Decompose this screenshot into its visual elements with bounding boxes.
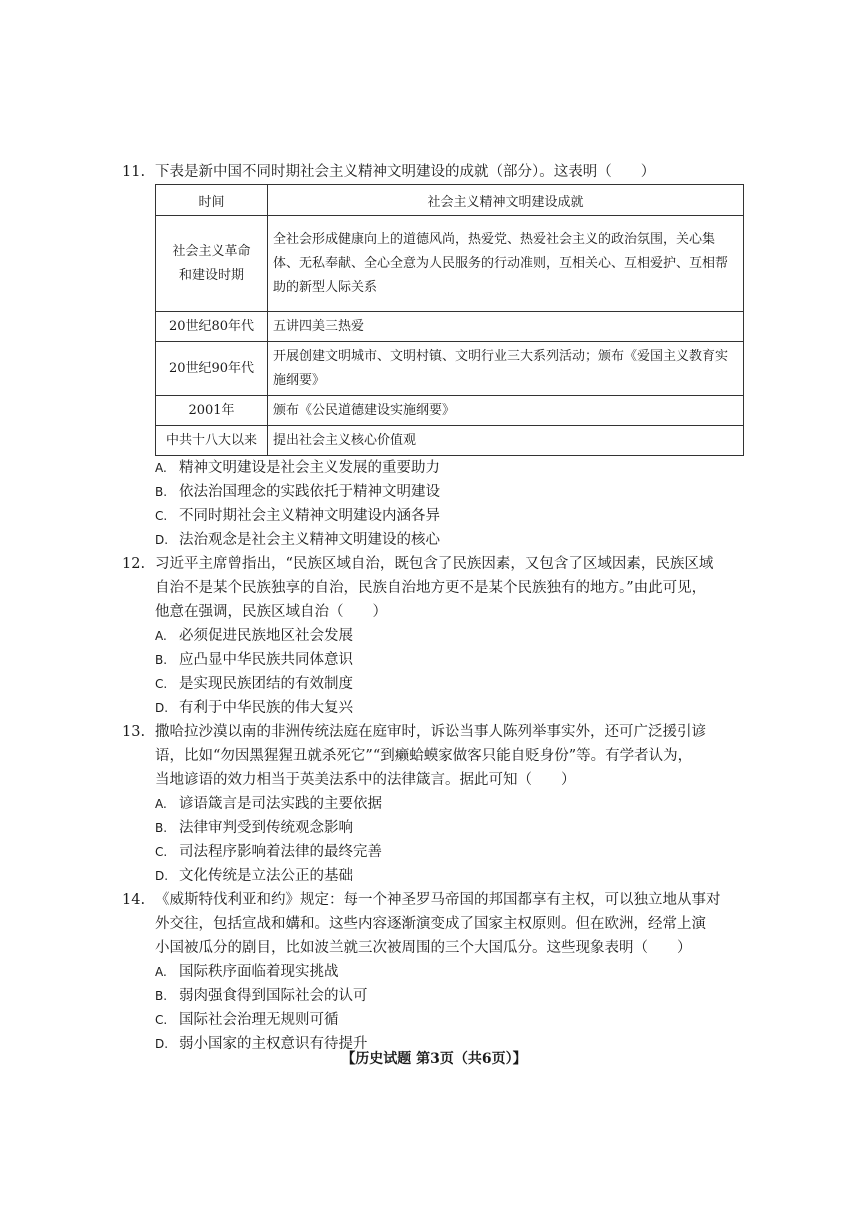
question-stem-line: 他意在强调，民族区域自治（ ） — [155, 604, 387, 620]
table-cell-period — [156, 216, 268, 312]
option-text: 法治观念是社会主义精神文明建设的核心 — [179, 532, 440, 548]
table-cell-period: 2001年 — [156, 396, 268, 426]
option-d[interactable] — [122, 696, 782, 720]
question-13 — [122, 720, 782, 888]
option-d[interactable] — [122, 864, 782, 888]
option-text: 弱小国家的主权意识有待提升 — [179, 1036, 368, 1052]
question-number: 13. — [122, 724, 146, 740]
question-stem-line: 《威斯特伐利亚和约》规定：每一个神圣罗马帝国的邦国都享有主权，可以独立地从事对 — [155, 892, 721, 908]
question-11 — [122, 160, 782, 184]
option-text: 弱肉强食得到国际社会的认可 — [179, 988, 368, 1004]
question-stem-line: 语，比如“勿因黑猩猩丑就杀死它”“到癞蛤蟆家做客只能自贬身份”等。有学者认为， — [155, 748, 693, 764]
option-letter: A. — [155, 797, 167, 811]
option-b[interactable] — [122, 648, 782, 672]
question-12 — [122, 552, 782, 720]
table-header-row — [156, 185, 744, 216]
option-text: 依法治国理念的实践依托于精神文明建设 — [179, 484, 440, 500]
table-header: 社会主义精神文明建设成就 — [268, 185, 744, 216]
question-stem-line: 外交往，包括宣战和媾和。这些内容逐渐演变成了国家主权原则。但在欧洲，经常上演 — [155, 916, 706, 932]
table-cell-period: 中共十八大以来 — [156, 426, 268, 456]
table-row — [156, 342, 744, 396]
option-c[interactable] — [122, 840, 782, 864]
option-letter: A. — [155, 629, 167, 643]
table-cell-content: 五讲四美三热爱 — [268, 312, 744, 342]
option-letter: C. — [155, 1013, 168, 1027]
question-14 — [122, 888, 782, 1056]
option-text: 文化传统是立法公正的基础 — [179, 868, 353, 884]
page-footer: 【历史试题 第3页（共6页）】 — [341, 1051, 527, 1067]
option-letter: D. — [155, 533, 169, 547]
question-11-options — [122, 456, 782, 552]
option-letter: A. — [155, 461, 167, 475]
option-a[interactable] — [122, 960, 782, 984]
table-row — [156, 426, 744, 456]
option-a[interactable] — [122, 624, 782, 648]
table-cell-content: 全社会形成健康向上的道德风尚，热爱党、热爱社会主义的政治氛围，关心集体、无私奉献、全心全意为人民服务的行动准则，互相关心、互相爱护、互相帮助的新型人际关系 — [268, 216, 744, 312]
table-cell-content: 颁布《公民道德建设实施纲要》 — [268, 396, 744, 426]
option-b[interactable] — [122, 480, 782, 504]
table-cell-period: 20世纪80年代 — [156, 312, 268, 342]
option-letter: A. — [155, 965, 167, 979]
period-text: 社会主义革命和建设时期 — [172, 243, 251, 283]
option-text: 是实现民族团结的有效制度 — [179, 676, 353, 692]
table-row — [156, 216, 744, 312]
question-stem-line: 习近平主席曾指出，“民族区域自治，既包含了民族因素，又包含了区域因素，民族区域 — [155, 556, 714, 572]
question-stem: 下表是新中国不同时期社会主义精神文明建设的成就（部分）。这表明（ ） — [155, 164, 656, 180]
option-c[interactable] — [122, 504, 782, 528]
question-stem-line: 当地谚语的效力相当于英美法系中的法律箴言。据此可知（ ） — [155, 772, 576, 788]
option-d[interactable] — [122, 528, 782, 552]
option-text: 有利于中华民族的伟大复兴 — [179, 700, 353, 716]
option-letter: C. — [155, 677, 168, 691]
option-text: 应凸显中华民族共同体意识 — [179, 652, 353, 668]
question-stem-line: 撒哈拉沙漠以南的非洲传统法庭在庭审时，诉讼当事人陈列举事实外，还可广泛援引谚 — [155, 724, 706, 740]
option-text: 国际社会治理无规则可循 — [179, 1012, 339, 1028]
option-c[interactable] — [122, 672, 782, 696]
option-a[interactable] — [122, 456, 782, 480]
option-text: 谚语箴言是司法实践的主要依据 — [179, 796, 382, 812]
table-header: 时间 — [156, 185, 268, 216]
option-text: 法律审判受到传统观念影响 — [179, 820, 353, 836]
question-stem-line: 小国被瓜分的剧目，比如波兰就三次被周围的三个大国瓜分。这些现象表明（ ） — [155, 940, 692, 956]
question-stem-line: 自治不是某个民族独享的自治，民族自治地方更不是某个民族独有的地方。”由此可见， — [155, 580, 707, 596]
table-cell-period: 20世纪90年代 — [156, 342, 268, 396]
option-letter: D. — [155, 869, 169, 883]
option-letter: B. — [155, 485, 168, 499]
option-letter: B. — [155, 653, 168, 667]
table-cell-content: 开展创建文明城市、文明村镇、文明行业三大系列活动；颁布《爱国主义教育实施纲要》 — [268, 342, 744, 396]
table-row — [156, 312, 744, 342]
question-number: 11. — [122, 164, 146, 180]
table-cell-content: 提出社会主义核心价值观 — [268, 426, 744, 456]
question-number: 12. — [122, 556, 146, 572]
option-text: 必须促进民族地区社会发展 — [179, 628, 353, 644]
table-row — [156, 396, 744, 426]
option-text: 国际秩序面临着现实挑战 — [179, 964, 339, 980]
question-number: 14. — [122, 892, 146, 908]
option-a[interactable] — [122, 792, 782, 816]
option-text: 精神文明建设是社会主义发展的重要助力 — [179, 460, 440, 476]
achievements-table — [155, 184, 744, 456]
option-c[interactable] — [122, 1008, 782, 1032]
option-letter: B. — [155, 821, 168, 835]
option-letter: C. — [155, 845, 168, 859]
option-b[interactable] — [122, 816, 782, 840]
option-text: 不同时期社会主义精神文明建设内涵各异 — [179, 508, 440, 524]
option-letter: B. — [155, 989, 168, 1003]
option-letter: D. — [155, 1037, 169, 1051]
option-letter: C. — [155, 509, 168, 523]
option-text: 司法程序影响着法律的最终完善 — [179, 844, 382, 860]
option-letter: D. — [155, 701, 169, 715]
option-b[interactable] — [122, 984, 782, 1008]
